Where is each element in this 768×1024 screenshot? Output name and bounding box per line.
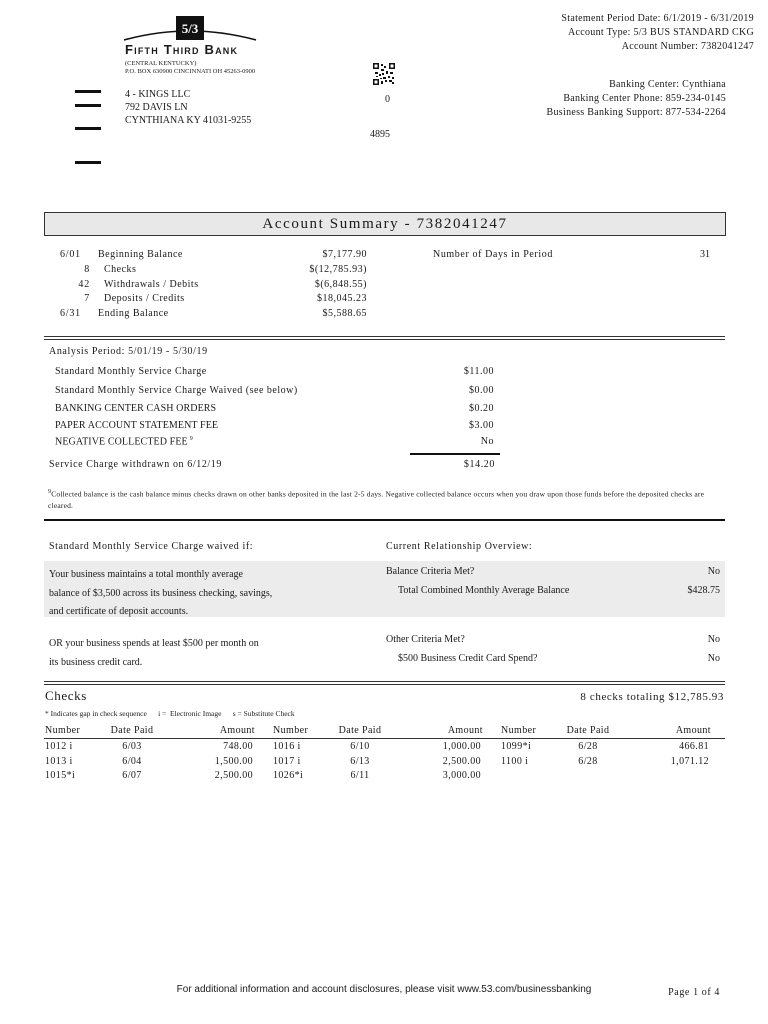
summary-count: 42 bbox=[78, 278, 90, 290]
checks-header-amount: Amount bbox=[447, 725, 483, 736]
analysis-value: $0.00 bbox=[469, 385, 494, 396]
analysis-label: BANKING CENTER CASH ORDERS bbox=[55, 403, 217, 414]
summary-amount: $(12,785.93) bbox=[309, 263, 367, 275]
analysis-row bbox=[55, 403, 498, 420]
check-date: 6/11 bbox=[350, 770, 370, 781]
check-number: 1100 i bbox=[501, 755, 529, 767]
waiver-para1: Your business maintains a total monthly average balance of $3,500 across its business checking, savings, and certificate of deposit accounts. bbox=[49, 569, 273, 617]
summary-count: 6/31 bbox=[60, 308, 81, 320]
credit-card-value: No bbox=[707, 653, 720, 664]
total-combined-value: $428.75 bbox=[687, 585, 720, 596]
banking-center-info: Banking Center: Cynthiana Banking Center Phone: 859-234-0145 Business Banking Support: 877-534-2264 bbox=[546, 79, 726, 118]
summary-amount: $7,177.90 bbox=[322, 249, 367, 260]
checks-header-number: Number bbox=[501, 725, 537, 736]
mail-bar bbox=[75, 127, 101, 130]
checks-header-date: Date Paid bbox=[566, 725, 610, 736]
checks-header-date: Date Paid bbox=[110, 725, 154, 736]
checks-legend: * Indicates gap in check sequence i = Electronic Image s = Substitute Check bbox=[45, 709, 295, 718]
check-amount: 748.00 bbox=[223, 741, 253, 752]
summary-count: 6/01 bbox=[60, 249, 81, 260]
check-number: 1026*i bbox=[273, 770, 304, 781]
summary-row bbox=[56, 279, 376, 294]
total-combined-label: Total Combined Monthly Average Balance bbox=[398, 585, 570, 596]
analysis-label: Standard Monthly Service Charge Waived (see below) bbox=[55, 385, 298, 396]
summary-row bbox=[56, 249, 376, 264]
check-date: 6/04 bbox=[122, 755, 142, 767]
other-criteria-value: No bbox=[707, 634, 720, 645]
summary-table bbox=[56, 249, 376, 323]
account-summary-title: Account Summary - 7382041247 bbox=[44, 212, 726, 236]
summary-count: 7 bbox=[84, 293, 90, 305]
analysis-value: No bbox=[480, 436, 494, 447]
analysis-row bbox=[55, 436, 498, 452]
check-amount: 1,000.00 bbox=[442, 741, 481, 752]
checks-header-number: Number bbox=[273, 725, 309, 736]
footer-disclosure: For additional information and account disclosures, please visit www.53.com/businessbanking bbox=[176, 984, 592, 995]
page-number: Page 1 of 4 bbox=[668, 987, 720, 998]
barcode-icon bbox=[373, 63, 395, 85]
analysis-label: NEGATIVE COLLECTED FEE bbox=[55, 436, 188, 448]
checks-total: 8 checks totaling $12,785.93 bbox=[580, 691, 724, 703]
checks-header-number: Number bbox=[45, 725, 81, 736]
summary-count: 8 bbox=[84, 263, 90, 275]
check-date: 6/13 bbox=[350, 755, 370, 767]
checks-header-line bbox=[44, 738, 725, 739]
bank-logo bbox=[122, 16, 258, 42]
checks-title: Checks bbox=[45, 688, 87, 703]
check-amount: 466.81 bbox=[679, 741, 709, 752]
credit-card-label: $500 Business Credit Card Spend? bbox=[398, 653, 538, 664]
waiver-para2: OR your business spends at least $500 per month on its business credit card. bbox=[49, 638, 259, 668]
svg-text:5/3: 5/3 bbox=[181, 21, 199, 36]
check-amount: 2,500.00 bbox=[442, 755, 481, 767]
days-value: 31 bbox=[700, 249, 710, 260]
summary-amount: $18,045.23 bbox=[317, 293, 367, 305]
withdrawn-label: Service Charge withdrawn on 6/12/19 bbox=[49, 459, 223, 470]
check-date: 6/10 bbox=[350, 741, 370, 752]
mail-bar bbox=[75, 104, 101, 107]
summary-label: Checks bbox=[104, 263, 137, 275]
divider bbox=[44, 336, 725, 340]
check-date: 6/07 bbox=[122, 770, 142, 781]
balance-criteria-label: Balance Criteria Met? bbox=[386, 566, 475, 577]
analysis-value: $0.20 bbox=[469, 403, 494, 414]
divider bbox=[44, 681, 725, 685]
check-number: 1015*i bbox=[45, 770, 76, 781]
analysis-value: $3.00 bbox=[469, 419, 494, 431]
check-number: 1013 i bbox=[45, 755, 73, 767]
check-amount: 1,071.12 bbox=[670, 755, 709, 767]
check-amount: 3,000.00 bbox=[442, 770, 481, 781]
bank-name: Fifth Third Bank bbox=[125, 42, 239, 57]
checks-header-amount: Amount bbox=[675, 725, 711, 736]
analysis-period: Analysis Period: 5/01/19 - 5/30/19 bbox=[49, 346, 208, 357]
check-number: 1012 i bbox=[45, 741, 73, 752]
summary-label: Ending Balance bbox=[98, 308, 169, 320]
other-criteria-label: Other Criteria Met? bbox=[386, 634, 465, 645]
summary-row bbox=[56, 293, 376, 308]
analysis-table bbox=[55, 366, 498, 452]
mail-bar bbox=[75, 90, 101, 93]
check-date: 6/28 bbox=[578, 755, 598, 767]
check-number: 1017 i bbox=[273, 755, 301, 767]
balance-criteria-value: No bbox=[707, 566, 720, 577]
mail-code: 0 bbox=[385, 94, 390, 105]
customer-address: 4 - KINGS LLC 792 DAVIS LN CYNTHIANA KY 41031-9255 bbox=[125, 89, 252, 126]
summary-row bbox=[56, 308, 376, 323]
analysis-row bbox=[55, 420, 498, 437]
analysis-row bbox=[55, 385, 498, 403]
mail-bar bbox=[75, 161, 101, 164]
check-amount: 2,500.00 bbox=[214, 770, 253, 781]
summary-label: Withdrawals / Debits bbox=[104, 278, 199, 290]
checks-header-amount: Amount bbox=[219, 725, 255, 736]
statement-info: Statement Period Date: 6/1/2019 - 6/31/2019 Account Type: 5/3 BUS STANDARD CKG Account Number: 7382041247 bbox=[561, 13, 754, 52]
analysis-value: $11.00 bbox=[463, 366, 494, 377]
summary-label: Beginning Balance bbox=[98, 249, 183, 260]
summary-amount: $(6,848.55) bbox=[314, 278, 367, 290]
bank-address: (CENTRAL KENTUCKY) P.O. BOX 630900 CINCINNATI OH 45263-0900 bbox=[125, 60, 256, 75]
check-number: 1099*i bbox=[501, 741, 532, 752]
summary-row bbox=[56, 264, 376, 279]
summary-amount: $5,588.65 bbox=[322, 308, 367, 320]
checks-header-date: Date Paid bbox=[338, 725, 382, 736]
footnote-ref: 9 bbox=[189, 436, 193, 442]
waiver-title: Standard Monthly Service Charge waived if: bbox=[49, 541, 254, 552]
mail-code: 4895 bbox=[370, 129, 390, 140]
check-number: 1016 i bbox=[273, 741, 301, 752]
divider bbox=[44, 519, 725, 521]
days-label: Number of Days in Period bbox=[433, 249, 553, 260]
analysis-label: Standard Monthly Service Charge bbox=[55, 366, 207, 377]
summary-label: Deposits / Credits bbox=[104, 293, 185, 305]
analysis-label: PAPER ACCOUNT STATEMENT FEE bbox=[55, 419, 219, 431]
analysis-row bbox=[55, 366, 498, 385]
withdrawn-value: $14.20 bbox=[463, 459, 495, 470]
check-date: 6/28 bbox=[578, 741, 598, 752]
check-date: 6/03 bbox=[122, 741, 142, 752]
relationship-title: Current Relationship Overview: bbox=[386, 541, 533, 552]
footnote: $^9$Collected balance is the cash balance minus checks drawn on other banks deposited in the last 2-5 days. Negative collected balance occurs when you draw upon those funds before the deposited checks are cleared. bbox=[48, 489, 705, 510]
total-underline bbox=[410, 453, 500, 455]
check-amount: 1,500.00 bbox=[214, 755, 253, 767]
